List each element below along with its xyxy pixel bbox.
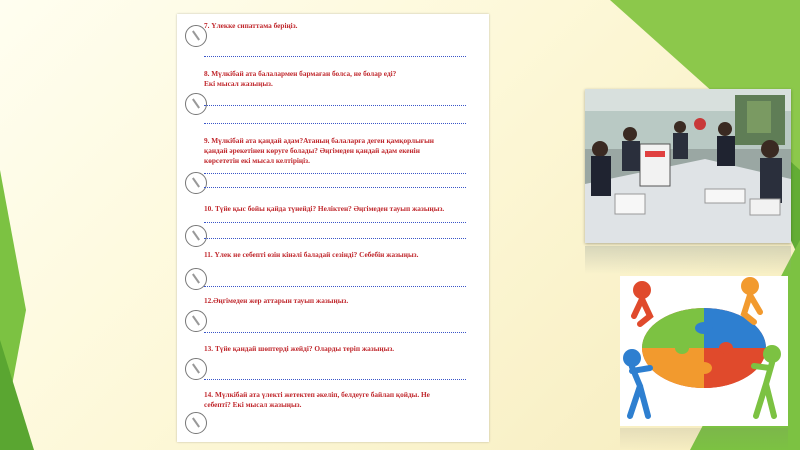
question-text: 13. Түйе қандай шөптерді жейді? Оларды теріп жазыңыз. xyxy=(204,344,395,353)
classroom-photo xyxy=(585,89,791,243)
answer-line xyxy=(204,332,466,333)
question-text: 11. Үлек не себепті өзін кінәлі баладай сезінді? Себебін жазыңыз. xyxy=(204,250,419,259)
teamwork-puzzle-illustration xyxy=(620,276,788,426)
question-text: 7. Үлекке сипаттама беріңіз. xyxy=(204,21,298,30)
answer-line xyxy=(204,238,466,239)
answer-line xyxy=(204,173,466,174)
answer-line xyxy=(204,286,466,287)
puzzle-reflection xyxy=(620,428,788,450)
pencil-circle-icon xyxy=(185,358,207,380)
pencil-circle-icon xyxy=(185,310,207,332)
question-text: 9. Мүлкібай ата қандай адам?Атаның балаларға деген қамқорлығын қандай әрекетінен көруге болады? Әңгімеден қандай адам екенін көрсететін екі мысал келтіріңіз. xyxy=(204,136,435,165)
photo-reflection xyxy=(585,246,791,274)
question-text: 10. Түйе қыс бойы қайда түнейді? Неліктен? Әңгімеден тауып жазыңыз. xyxy=(204,204,445,213)
pencil-circle-icon xyxy=(185,93,207,115)
answer-line xyxy=(204,222,466,223)
pencil-circle-icon xyxy=(185,225,207,247)
question-text: 14. Мүлкібай ата үлекті жетектеп әкеліп, белдеуге байлап қойды. Не себепті? Екі мысал жазыңыз. xyxy=(204,390,430,409)
question-text: 12.Әңгімеден жер аттарын тауып жазыңыз. xyxy=(204,296,349,305)
question-text: 8. Мүлкібай ата балалармен бармаған болса, не болар еді? Екі мысал жазыңыз. xyxy=(204,69,397,88)
answer-line xyxy=(204,379,466,380)
decor-triangle xyxy=(0,340,34,450)
pencil-circle-icon xyxy=(185,412,207,434)
answer-line xyxy=(204,56,466,57)
worksheet-page xyxy=(177,14,489,442)
answer-line xyxy=(204,123,466,124)
pencil-circle-icon xyxy=(185,172,207,194)
answer-line xyxy=(204,187,466,188)
answer-line xyxy=(204,105,466,106)
